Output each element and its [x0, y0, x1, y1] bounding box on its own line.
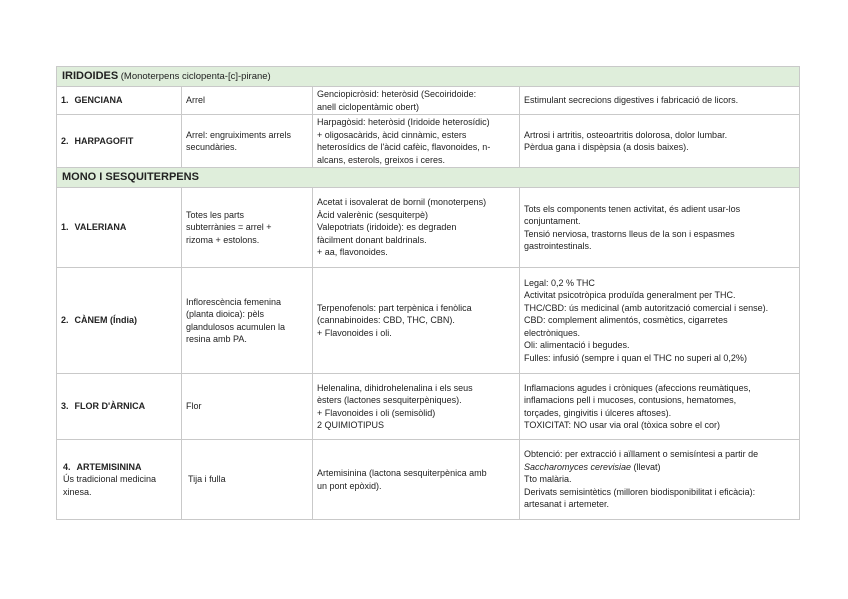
plant-name-cell	[57, 115, 182, 168]
compounds-line: + aa, flavonoides.	[317, 247, 388, 258]
plant-part-line: Tija i fulla	[188, 474, 226, 485]
plant-part-line: Flor	[186, 401, 202, 412]
uses-line: Inflamacions agudes i cròniques (afeccions reumàtiques,	[524, 382, 751, 393]
uses-line	[524, 461, 795, 474]
section-header-cell	[57, 168, 800, 188]
uses-line: Obtenció: per extracció i aïllament o semisíntesi a partir de	[524, 449, 759, 460]
plant-part-cell	[182, 188, 313, 268]
uses-line: Oli: alimentació i begudes.	[524, 340, 630, 351]
compounds-line: heterosídics de l'àcid cafèic, flavonoides, n-	[317, 142, 491, 152]
compounds-line: Àcid valerènic (sesquiterpè)	[317, 209, 429, 220]
section-header-mono-sesquiterpens	[57, 168, 800, 188]
compounds-cell	[313, 188, 520, 268]
compounds-line: alcans, esterols, greixos i ceres.	[317, 154, 446, 165]
compounds-line: + Flavonoides i oli (semisòlid)	[317, 407, 436, 418]
table-row-artemisinina	[57, 440, 800, 520]
plant-name-cell	[57, 374, 182, 440]
plant-number: 2.	[61, 135, 69, 146]
compounds-line: Acetat i isovalerat de bornil (monoterpens)	[317, 197, 487, 208]
uses-line: artesanat i artemeter.	[524, 499, 610, 510]
compounds-line: Artemisinina (lactona sesquiterpènica amb	[317, 468, 487, 478]
plant-compounds-table	[56, 66, 800, 520]
uses-cell	[520, 268, 800, 374]
uses-cell	[520, 374, 800, 440]
compounds-cell	[313, 440, 520, 520]
plant-part-cell	[182, 440, 313, 520]
uses-line: Tensió nerviosa, trastorns lleus de la son i espasmes	[524, 228, 735, 239]
uses-line: Tots els components tenen activitat, és adient usar-los	[524, 203, 741, 214]
compounds-line: Helenalina, dihidrohelenalina i els seus	[317, 382, 473, 393]
plant-part-line: subterrànies = arrel +	[186, 222, 272, 233]
compounds-cell	[313, 115, 520, 168]
plant-part-cell	[182, 268, 313, 374]
plant-name: ARTEMISININA	[76, 461, 142, 472]
compounds-line: un pont epòxid).	[317, 480, 382, 491]
table-row-canem	[57, 268, 800, 374]
table-row-harpagofit	[57, 115, 800, 168]
plant-number: 2.	[61, 315, 69, 326]
plant-part-line: rizoma + estolons.	[186, 234, 260, 245]
uses-line: inflamacions pell i mucoses, contusions, hematomes,	[524, 395, 737, 405]
uses-line: Tto malària.	[524, 474, 572, 485]
species-name: Saccharomyces cerevisiae	[524, 461, 632, 472]
table-row-valeriana	[57, 188, 800, 268]
plant-name-cell	[57, 188, 182, 268]
section-title: MONO I SESQUITERPENS	[62, 171, 199, 184]
species-note: (llevat)	[631, 461, 661, 472]
plant-part-line: resina amb PA.	[186, 334, 247, 344]
uses-line: gastrointestinals.	[524, 241, 592, 251]
compounds-line: Terpenofenols: part terpènica i fenòlica	[317, 302, 472, 313]
uses-line: torçades, gingivitis i úlceres aftoses).	[524, 407, 672, 418]
uses-line: THC/CBD: ús medicinal (amb autorització comercial i sense).	[524, 302, 769, 313]
compounds-line: Genciopicròsid: heteròsid (Secoiridoide:	[317, 89, 477, 99]
compounds-cell	[313, 268, 520, 374]
plant-note-line: Ús tradicional medicina	[63, 474, 157, 485]
plant-part-line: Arrel	[186, 95, 206, 106]
plant-part-line: Arrel: engruiximents arrels	[186, 129, 292, 140]
table-row-arnica	[57, 374, 800, 440]
plant-part-cell	[182, 374, 313, 440]
uses-line: conjuntament.	[524, 216, 581, 226]
plant-number: 1.	[61, 95, 69, 106]
uses-cell	[520, 440, 800, 520]
compounds-cell	[313, 374, 520, 440]
uses-line: Pèrdua gana i dispèpsia (a dosis baixes).	[524, 142, 689, 152]
compounds-line: Harpagòsid: heteròsid (Iridoide heterosídic)	[317, 117, 490, 127]
plant-part-line: secundàries.	[186, 142, 238, 152]
uses-line: Derivats semisintètics (milloren biodisponibilitat i eficàcia):	[524, 486, 756, 497]
compounds-line: Valepotriats (iridoide): es degraden	[317, 222, 457, 233]
plant-part-line: Inflorescència femenina	[186, 296, 282, 307]
uses-cell	[520, 188, 800, 268]
uses-line: CBD: complement alimentós, cosmètics, cigarretes	[524, 315, 728, 326]
compounds-line: (cannabinoides: CBD, THC, CBN).	[317, 315, 455, 326]
uses-line: Artrosi i artritis, osteoartritis dolorosa, dolor lumbar.	[524, 129, 728, 140]
plant-name: HARPAGOFIT	[74, 135, 134, 146]
plant-part-line: Totes les parts	[186, 209, 245, 220]
compounds-line: fàcilment donant baldrinals.	[317, 234, 427, 245]
plant-name-wrap	[63, 462, 142, 472]
uses-line: Estimulant secrecions digestives i fabricació de licors.	[524, 95, 739, 106]
uses-line: TOXICITAT: NO usar via oral (tòxica sobre el cor)	[524, 420, 721, 430]
compounds-line: + Flavonoides i oli.	[317, 327, 392, 338]
plant-name: VALERIANA	[74, 222, 127, 233]
plant-name: FLOR D'ÀRNICA	[74, 401, 146, 412]
uses-cell	[520, 115, 800, 168]
compounds-line: èsters (lactones sesquiterpèniques).	[317, 395, 462, 405]
section-header-cell	[57, 67, 800, 87]
plant-name: GENCIANA	[74, 95, 123, 106]
table-row-genciana	[57, 87, 800, 115]
uses-cell	[520, 87, 800, 115]
plant-note-line: xinesa.	[63, 486, 92, 497]
uses-line: electròniques.	[524, 327, 581, 338]
compounds-cell	[313, 87, 520, 115]
plant-number: 4.	[63, 461, 71, 472]
plant-name-cell	[57, 440, 182, 520]
compounds-line: anell ciclopentàmic obert)	[317, 101, 420, 112]
compounds-line: 2 QUIMIOTIPUS	[317, 420, 385, 430]
plant-name-cell	[57, 87, 182, 115]
plant-number: 3.	[61, 401, 69, 412]
section-title: IRIDOIDES	[62, 69, 119, 82]
plant-part-cell	[182, 115, 313, 168]
plant-name: CÀNEM (Índia)	[74, 315, 138, 326]
plant-name-cell	[57, 268, 182, 374]
uses-line: Activitat psicotròpica produïda generalment per THC.	[524, 290, 736, 301]
plant-part-cell	[182, 87, 313, 115]
plant-number: 1.	[61, 222, 69, 233]
compounds-line: + oligosacàrids, àcid cinnàmic, esters	[317, 129, 467, 140]
plant-part-line: (planta dioica): pèls	[186, 309, 265, 319]
uses-line: Fulles: infusió (sempre i quan el THC no superi al 0,2%)	[524, 352, 747, 363]
section-header-iridoides	[57, 67, 800, 87]
section-subtitle: (Monoterpens ciclopenta-[c]-pirane)	[120, 70, 271, 82]
plant-part-line: glandulosos acumulen la	[186, 321, 286, 332]
uses-line: Legal: 0,2 % THC	[524, 277, 595, 288]
